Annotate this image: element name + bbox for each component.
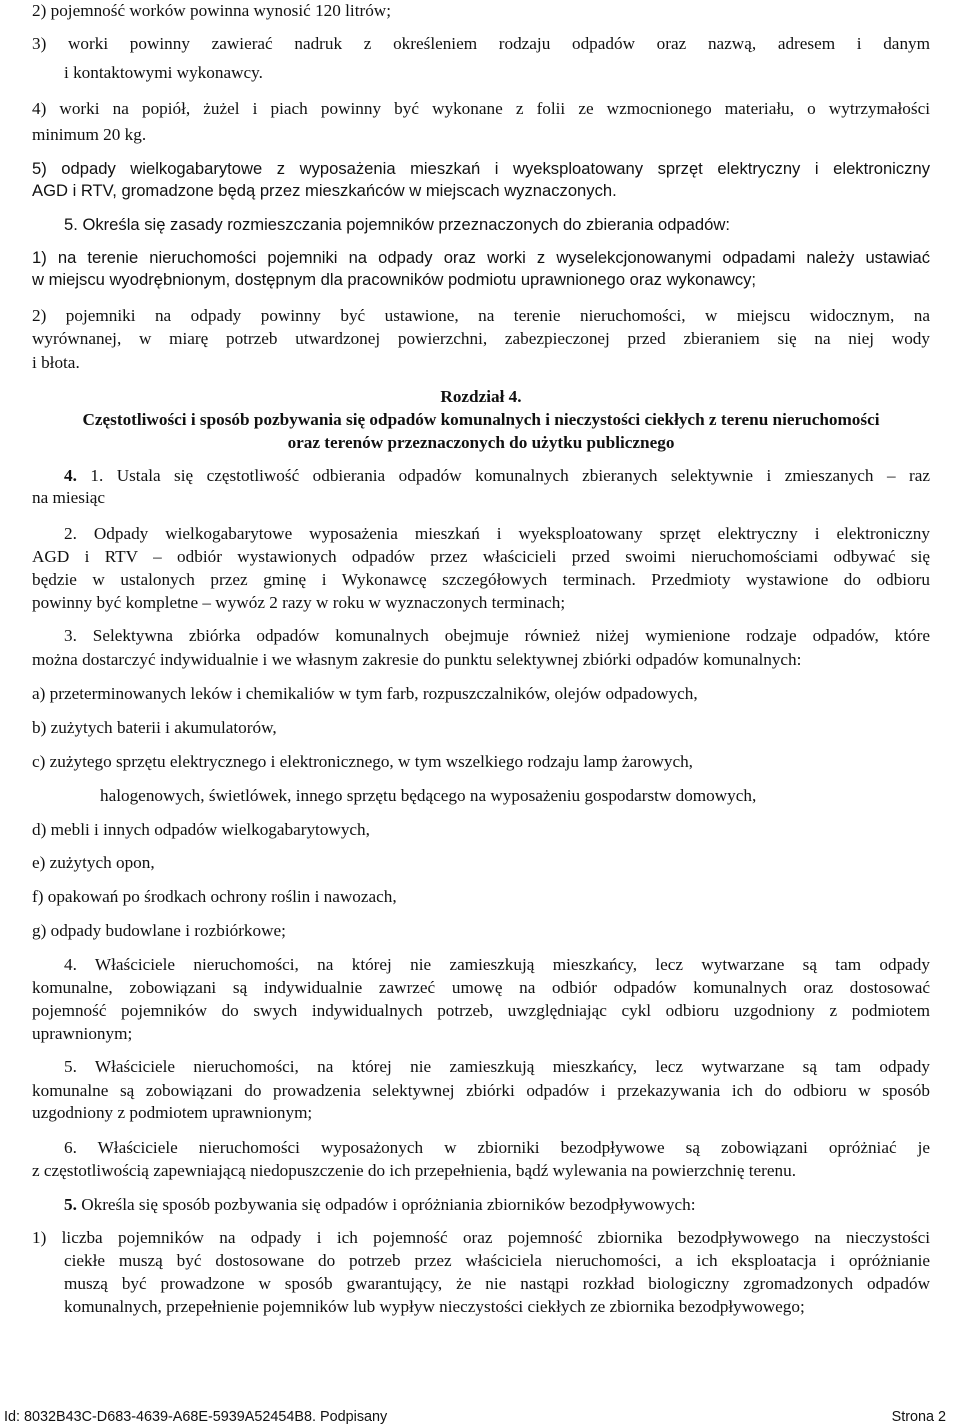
section-paragraph <box>64 1194 930 1216</box>
list-item: 2) pojemniki na odpady powinny być ustawione, na terenie nieruchomości, w miejscu widocznym, na <box>32 306 930 325</box>
list-item: d) mebli i innych odpadów wielkogabarytowych, <box>32 820 370 839</box>
list-item-continuation: ciekłe muszą być dostosowane do potrzeb przez właściciela nieruchomości, a ich eksploatacja i opróżnianie <box>64 1251 930 1270</box>
paragraph-continuation: AGD i RTV – odbiór wystawionych odpadów przez właścicieli przed swoimi nieruchomościami odbywać się <box>32 547 930 566</box>
list-item-continuation: komunalnych, przepełnienie pojemników lub wypływ nieczystości ciekłych ze zbiornika bezodpływowego; <box>64 1297 805 1316</box>
list-item-continuation: AGD i RTV, gromadzone będą przez mieszkańców w miejscach wyznaczonych. <box>32 181 617 200</box>
chapter-number: Rozdział 4. <box>440 387 522 406</box>
paragraph-continuation: pojemność pojemników do swych indywidualnych potrzeb, uwzględniając cykl odbioru uzgodniony z podmiotem <box>32 1001 930 1020</box>
page-footer <box>4 1408 946 1426</box>
list-item-continuation: muszą być prowadzone w sposób gwarantujący, że nie nastąpi rozkład biologiczny zgromadzonych odpadów <box>64 1274 930 1293</box>
paragraph-continuation: komunalne są zobowiązani do prowadzenia selektywnej zbiórki odpadów i przekazywania ich do odbioru w sposób <box>32 1081 930 1100</box>
section-paragraph <box>64 465 930 487</box>
paragraph-continuation: powinny być kompletne – wywóz 2 razy w roku w wyznaczonych terminach; <box>32 593 566 612</box>
list-item: 4) worki na popiół, żużel i piach powinny być wykonane z folii ze wzmocnionego materiału, o wytrzymałości <box>32 99 930 118</box>
list-item-continuation: i kontaktowymi wykonawcy. <box>64 63 263 82</box>
list-item: a) przeterminowanych leków i chemikaliów w tym farb, rozpuszczalników, olejów odpadowych, <box>32 684 698 703</box>
list-item-continuation: w miejscu wyodrębnionym, dostępnym dla pracowników podmiotu uprawnionego oraz wykonawcy; <box>32 270 757 289</box>
section-text: Określa się sposób pozbywania się odpadów i opróżniania zbiorników bezodpływowych: <box>76 1195 696 1214</box>
list-item-continuation: minimum 20 kg. <box>32 125 147 144</box>
paragraph-continuation: uprawnionym; <box>32 1024 133 1043</box>
list-item-continuation: i błota. <box>32 353 80 372</box>
list-item: b) zużytych baterii i akumulatorów, <box>32 718 277 737</box>
chapter-title-continuation: oraz terenów przeznaczonych do użytku publicznego <box>287 433 675 452</box>
section-number: 5. <box>64 1195 77 1214</box>
paragraph-continuation: komunalne, zobowiązani są indywidualnie zawrzeć umowę na odbiór odpadów komunalnych oraz dostosować <box>32 978 930 997</box>
list-item: g) odpady budowlane i rozbiórkowe; <box>32 921 286 940</box>
list-item: 2) pojemność worków powinna wynosić 120 litrów; <box>32 1 391 20</box>
paragraph: 3. Selektywna zbiórka odpadów komunalnych obejmuje również niżej wymienione rodzaje odpadów, które <box>64 626 930 645</box>
paragraph-continuation: można dostarczyć indywidualnie i we własnym zakresie do punktu selektywnej zbiórki odpadów komunalnych: <box>32 650 802 669</box>
list-item: 3) worki powinny zawierać nadruk z określeniem rodzaju odpadów oraz nazwą, adresem i danym <box>32 34 930 53</box>
paragraph-continuation: uzgodniony z podmiotem uprawnionym; <box>32 1103 313 1122</box>
paragraph-continuation: na miesiąc <box>32 488 106 507</box>
paragraph-continuation: będzie w ustalonych przez gminę i Wykonawcę szczegółowych terminach. Przedmioty wystawione do odbioru <box>32 570 930 589</box>
list-item-continuation: wyrównanej, w miarę potrzeb utwardzonej powierzchni, zabezpieczonej przed zbieraniem się na niej wody <box>32 329 930 348</box>
list-item: e) zużytych opon, <box>32 853 155 872</box>
paragraph: 6. Właściciele nieruchomości wyposażonych w zbiorniki bezodpływowe są zobowiązani opróżniać je <box>64 1138 930 1157</box>
document-id: Id: 8032B43C-D683-4639-A68E-5939A52454B8. Podpisany <box>4 1409 388 1425</box>
paragraph-continuation: z częstotliwością zapewniającą niedopuszczenie do ich przepełnienia, bądź wylewania na powierzchnię terenu. <box>32 1161 796 1180</box>
list-item: f) opakowań po środkach ochrony roślin i nawozach, <box>32 887 397 906</box>
section-text: 1. Ustala się częstotliwość odbierania odpadów komunalnych zbieranych selektywnie i zmieszanych – raz <box>76 466 930 485</box>
page-number: Strona 2 <box>891 1409 946 1425</box>
list-item-continuation: halogenowych, świetlówek, innego sprzętu będącego na wyposażeniu gospodarstw domowych, <box>100 786 757 805</box>
list-item: 1) na terenie nieruchomości pojemniki na odpady oraz worki z wyselekcjonowanymi odpadami należy ustawiać <box>32 248 930 267</box>
list-item: 5) odpady wielkogabarytowe z wyposażenia mieszkań i wyeksploatowany sprzęt elektryczny i elektroniczny <box>32 159 930 178</box>
paragraph: 2. Odpady wielkogabarytowe wyposażenia mieszkań i wyeksploatowany sprzęt elektryczny i elektroniczny <box>64 524 930 543</box>
chapter-title: Częstotliwości i sposób pozbywania się odpadów komunalnych i nieczystości ciekłych z terenu nieruchomości <box>82 410 880 429</box>
paragraph: 4. Właściciele nieruchomości, na której nie zamieszkują mieszkańcy, lecz wytwarzane są tam odpady <box>64 955 930 974</box>
list-item: c) zużytego sprzętu elektrycznego i elektronicznego, w tym wszelkiego rodzaju lamp żarowych, <box>32 752 693 771</box>
section-number: 4. <box>64 466 77 485</box>
section-paragraph: 5. Określa się zasady rozmieszczania pojemników przeznaczonych do zbierania odpadów: <box>64 215 730 234</box>
paragraph: 5. Właściciele nieruchomości, na której nie zamieszkują mieszkańcy, lecz wytwarzane są tam odpady <box>64 1057 930 1076</box>
list-item: 1) liczba pojemników na odpady i ich pojemność oraz pojemność zbiornika bezodpływowego na nieczystości <box>32 1228 930 1247</box>
